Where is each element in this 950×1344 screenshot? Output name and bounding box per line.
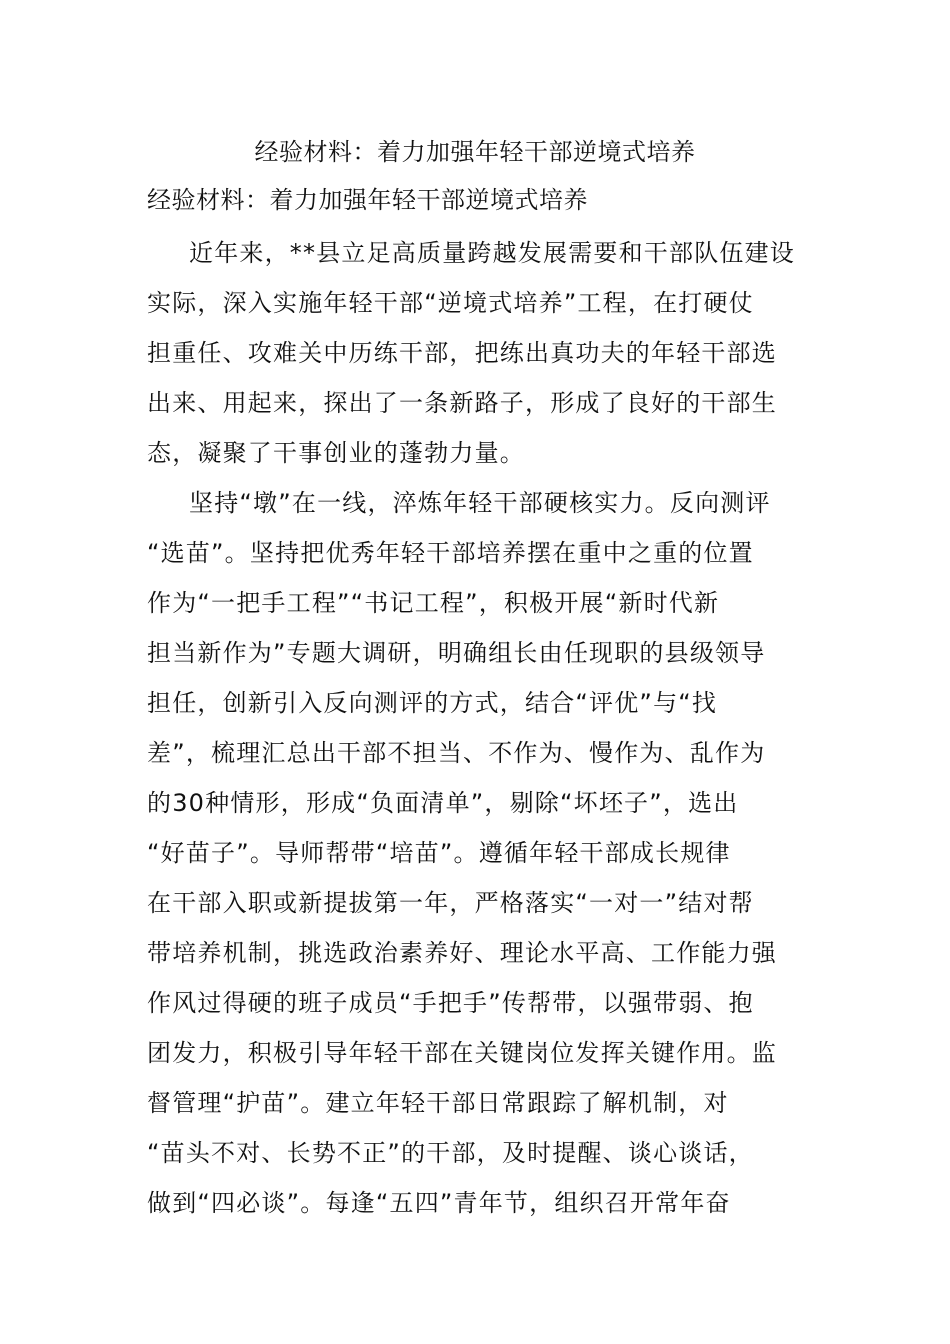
paragraph-2-line-10: 带培养机制，挑选政治素养好、理论水平高、工作能力强 [147,939,777,967]
paragraph-2-line-1: 坚持“墩”在一线，淬炼年轻干部硬核实力。反向测评 [189,489,771,517]
paragraph-2-line-5: 担任，创新引入反向测评的方式，结合“评优”与“找 [147,689,718,717]
paragraph-1-line-5: 态，凝聚了干事创业的蓬勃力量。 [147,439,525,467]
body-text [147,228,807,1228]
paragraph-2-line-4: 担当新作为”专题大调研，明确组长由任现职的县级领导 [147,639,766,667]
page-title: 经验材料：着力加强年轻干部逆境式培养 [254,138,696,166]
paragraph-2-line-9: 在干部入职或新提拔第一年，严格落实“一对一”结对帮 [147,889,754,917]
paragraph-2-line-6: 差”，梳理汇总出干部不担当、不作为、慢作为、乱作为 [147,739,766,767]
paragraph-2-line-11: 作风过得硬的班子成员“手把手”传帮带，以强带弱、抱 [147,989,754,1017]
paragraph-1-line-2: 实际，深入实施年轻干部“逆境式培养”工程，在打硬仗 [147,289,754,317]
paragraph-1-line-3: 担重任、攻难关中历练干部，把练出真功夫的年轻干部选 [147,339,777,367]
paragraph-2-line-8: “好苗子”。导师帮带“培苗”。遵循年轻干部成长规律 [147,839,731,867]
paragraph-1-line-4: 出来、用起来，探出了一条新路子，形成了良好的干部生 [147,389,777,417]
paragraph-1-line-1: 近年来，**县立足高质量跨越发展需要和干部队伍建设 [189,239,795,267]
page-subtitle: 经验材料：着力加强年轻干部逆境式培养 [147,186,588,214]
paragraph-2-line-14: “苗头不对、长势不正”的干部，及时提醒、谈心谈话， [147,1139,754,1167]
paragraph-2-line-2: “选苗”。坚持把优秀年轻干部培养摆在重中之重的位置 [147,539,754,567]
paragraph-2-line-3: 作为“一把手工程”“书记工程”，积极开展“新时代新 [147,589,720,617]
paragraph-2-line-12: 团发力，积极引导年轻干部在关键岗位发挥关键作用。监 [147,1039,777,1067]
paragraph-2-line-7: 的30种情形，形成“负面清单”，剔除“坏坯子”，选出 [147,789,739,817]
paragraph-2-line-13: 督管理“护苗”。建立年轻干部日常跟踪了解机制，对 [147,1089,729,1117]
paragraph-2-line-15: 做到“四必谈”。每逢“五四”青年节，组织召开常年奋 [147,1189,731,1217]
